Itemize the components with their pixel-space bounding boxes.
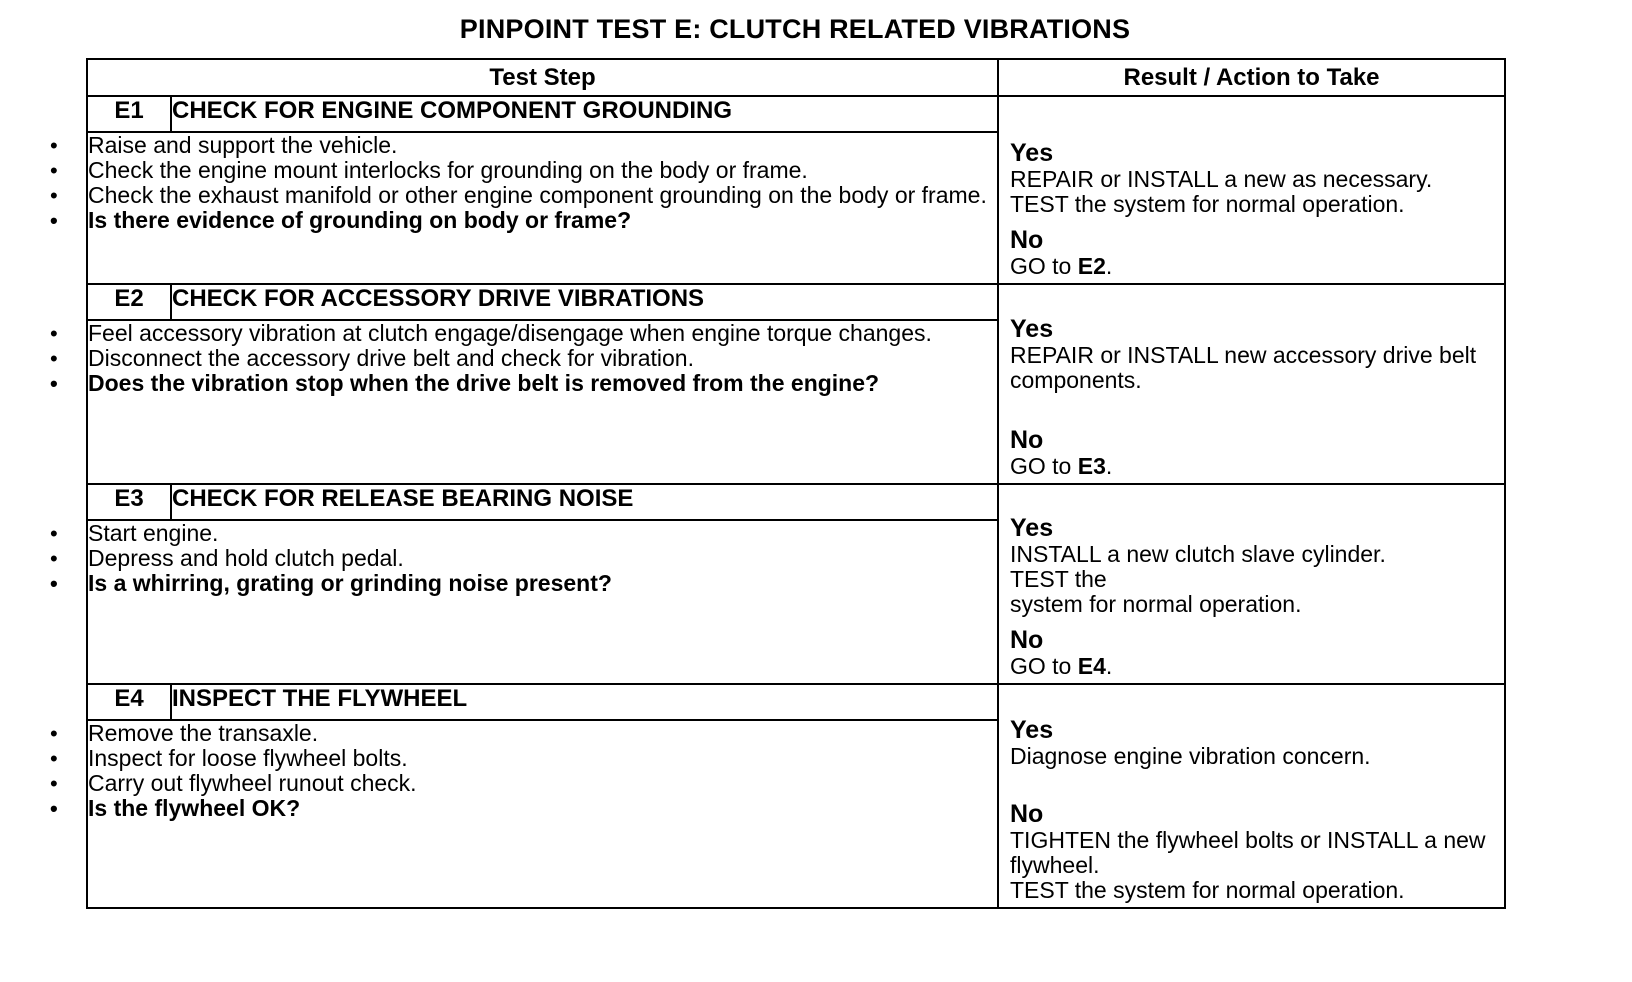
step-id: E3	[87, 484, 171, 520]
no-action-text: GO to	[1010, 653, 1078, 679]
step-id: E1	[87, 96, 171, 132]
goto-step-link: E3	[1077, 453, 1106, 479]
step-e1-instructions	[50, 132, 998, 284]
step-e3-header-row	[87, 484, 1505, 520]
list-item: • Depress and hold clutch pedal.	[50, 545, 404, 571]
step-e2-header-row	[87, 284, 1505, 320]
no-action-suffix: .	[1105, 653, 1113, 679]
yes-action	[1010, 542, 1496, 617]
yes-action: Diagnose engine vibration concern.	[1010, 743, 1371, 769]
no-label: No	[1010, 226, 1044, 254]
step-question: • Does the vibration stop when the drive belt is removed from the engine?	[50, 370, 880, 396]
yes-action-line: REPAIR or INSTALL a new as necessary.	[1010, 166, 1433, 192]
pinpoint-test-table	[50, 58, 1506, 909]
no-label: No	[1010, 626, 1044, 654]
no-label: No	[1010, 426, 1044, 454]
list-item: • Disconnect the accessory drive belt and check for vibration.	[50, 345, 694, 371]
no-action-text: GO to	[1010, 253, 1078, 279]
step-id: E2	[87, 284, 171, 320]
step-question: • Is a whirring, grating or grinding noise present?	[50, 570, 612, 596]
yes-label: Yes	[1010, 514, 1054, 542]
list-item: • Check the exhaust manifold or other engine component grounding on the body or frame.	[50, 182, 987, 208]
yes-action: REPAIR or INSTALL new accessory drive belt components.	[1010, 342, 1477, 393]
list-item: • Feel accessory vibration at clutch engage/disengage when engine torque changes.	[50, 320, 932, 346]
list-item: • Raise and support the vehicle.	[50, 132, 398, 158]
list-item: • Start engine.	[50, 520, 219, 546]
step-e4-header-row	[87, 684, 1505, 720]
step-e2-instructions	[50, 320, 998, 484]
yes-action-line: INSTALL a new clutch slave cylinder.	[1010, 541, 1386, 567]
goto-step-link: E4	[1077, 653, 1106, 679]
yes-label: Yes	[1010, 315, 1054, 343]
step-question: • Is there evidence of grounding on body or frame?	[50, 207, 632, 233]
instruction-list	[50, 520, 997, 596]
instruction-list	[50, 320, 997, 396]
yes-label: Yes	[1010, 716, 1054, 744]
step-title: CHECK FOR ENGINE COMPONENT GROUNDING	[171, 96, 998, 132]
list-item: • Check the engine mount interlocks for grounding on the body or frame.	[50, 157, 808, 183]
list-item: • Carry out flywheel runout check.	[50, 770, 417, 796]
no-action-line: TIGHTEN the flywheel bolts or INSTALL a new flywheel.	[1010, 827, 1486, 878]
no-label: No	[1010, 800, 1044, 828]
no-action-line: TEST the system for normal operation.	[1010, 877, 1405, 903]
no-action-suffix: .	[1105, 253, 1113, 279]
yes-action-line: system for normal operation.	[1010, 591, 1302, 617]
no-action	[1010, 828, 1496, 903]
step-id: E4	[87, 684, 171, 720]
no-action	[1010, 654, 1496, 679]
step-e4-result	[998, 684, 1505, 908]
no-action-text: GO to	[1010, 453, 1078, 479]
list-item: • Remove the transaxle.	[50, 720, 319, 746]
no-action-suffix: .	[1105, 453, 1113, 479]
step-title: CHECK FOR RELEASE BEARING NOISE	[171, 484, 998, 520]
table-header-row	[87, 59, 1505, 96]
test-step-column-header: Test Step	[87, 59, 998, 96]
step-e3-instructions	[50, 520, 998, 684]
step-title: CHECK FOR ACCESSORY DRIVE VIBRATIONS	[171, 284, 998, 320]
step-e2-result	[998, 284, 1505, 484]
yes-action	[1010, 167, 1496, 217]
instruction-list	[50, 720, 997, 821]
step-e1-header-row	[87, 96, 1505, 132]
step-question: • Is the flywheel OK?	[50, 795, 301, 821]
yes-action-line: TEST the system for normal operation.	[1010, 191, 1405, 217]
step-title: INSPECT THE FLYWHEEL	[171, 684, 998, 720]
goto-step-link: E2	[1077, 253, 1106, 279]
list-item: • Inspect for loose flywheel bolts.	[50, 745, 408, 771]
no-action	[1010, 454, 1496, 479]
instruction-list	[50, 132, 997, 233]
no-action	[1010, 254, 1496, 279]
step-e4-instructions	[50, 720, 998, 908]
page-title: PINPOINT TEST E: CLUTCH RELATED VIBRATIONS	[459, 14, 1131, 44]
result-action-column-header: Result / Action to Take	[998, 59, 1505, 96]
step-e1-result	[998, 96, 1505, 284]
yes-action-line: TEST the	[1010, 566, 1107, 592]
yes-label: Yes	[1010, 139, 1054, 167]
step-e3-result	[998, 484, 1505, 684]
